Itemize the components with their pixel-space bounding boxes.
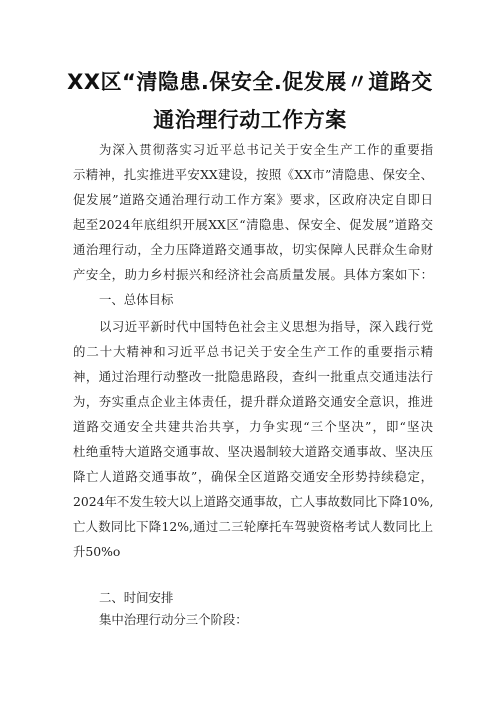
paragraph-line: 亡人数同比下降12%,通过二三轮摩托车驾驶资格考试人数同比上	[73, 519, 433, 534]
intro-line: 促发展”道路交通治理行动工作方案》要求，区政府决定自即日	[73, 192, 433, 207]
intro-line: 示精神，扎实推进平安XX建设，按照《XX市”清隐患、保安全、	[73, 167, 433, 182]
intro-line: 起至2024年底组织开展XX区“清隐患、保安全、促发展”道路交	[73, 217, 433, 232]
document-title-line-1: XX区“清隐患.保安全.促发展〃道路交	[67, 70, 433, 94]
paragraph-line: 神，通过治理行动整改一批隐患路段，查纠一批重点交通违法行	[73, 369, 433, 384]
paragraph-line: 为，夯实重点企业主体责任，提升群众道路交通安全意识，推进	[73, 394, 433, 409]
paragraph-line: 2024年不发生较大以上道路交通事故，亡人事故数同比下降10%,	[73, 494, 434, 509]
paragraph-line: 集中治理行动分三个阶段：	[99, 612, 248, 627]
paragraph-line: 升50%o	[73, 544, 121, 559]
intro-line: 通治理行动，全力压降道路交通事故，切实保障人民群众生命财	[73, 242, 433, 257]
intro-line: 为深入贯彻落实习近平总书记关于安全生产工作的重要指	[99, 142, 433, 157]
section-heading: 二、时间安排	[99, 590, 174, 605]
intro-line: 产安全，助力乡村振兴和经济社会高质量发展。具体方案如下：	[73, 267, 433, 282]
document-title-line-2: 通治理行动工作方案	[153, 108, 347, 132]
paragraph-line: 杜绝重特大道路交通事故、坚决遏制较大道路交通事故、坚决压	[73, 444, 433, 459]
paragraph-line: 以习近平新时代中国特色社会主义思想为指导，深入践行党	[99, 319, 433, 334]
paragraph-line: 的二十大精神和习近平总书记关于安全生产工作的重要指示精	[73, 344, 433, 359]
paragraph-line: 降亡人道路交通事故”，确保全区道路交通安全形势持续稳定，	[73, 469, 433, 484]
section-heading: 一、总体目标	[99, 292, 174, 307]
paragraph-line: 道路交通安全共建共治共享，力争实现“三个坚决”，即“坚决	[73, 419, 433, 434]
